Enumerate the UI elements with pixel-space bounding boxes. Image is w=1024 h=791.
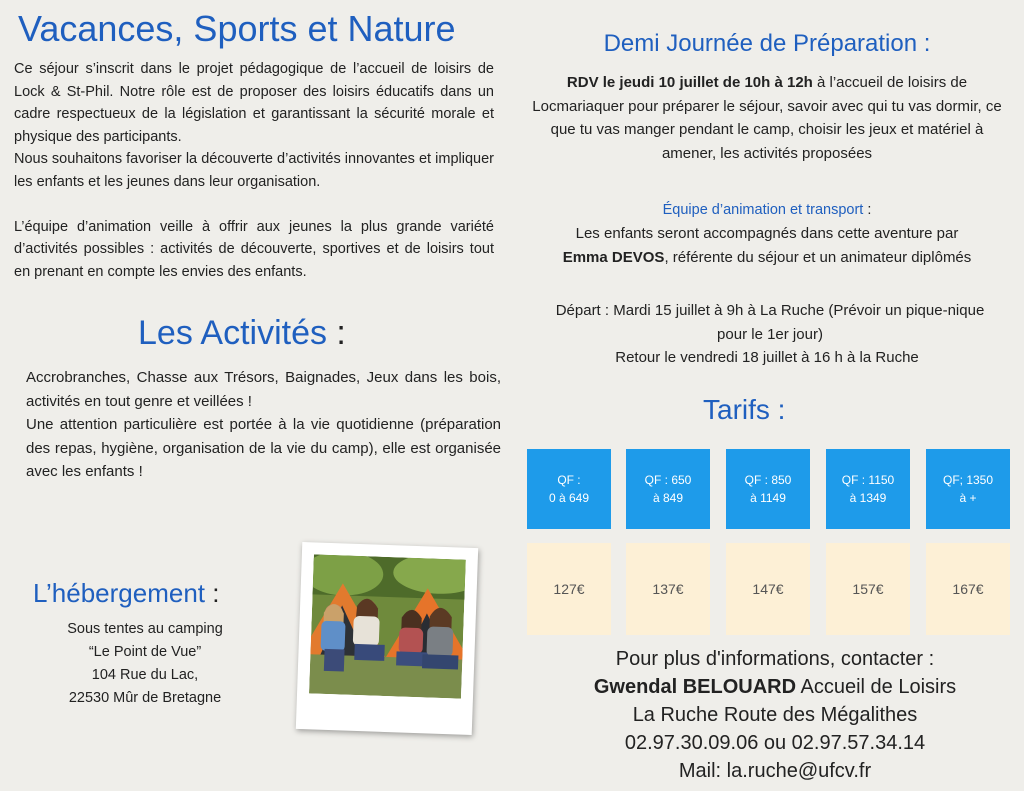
contact-intro: Pour plus d'informations, contacter : bbox=[615, 648, 935, 670]
tarif-price: 127€ bbox=[527, 543, 611, 635]
tarif-qf-box bbox=[527, 449, 611, 529]
tarif-qf-line2: à + bbox=[959, 491, 977, 505]
intro-paragraph-1: Ce séjour s’inscrit dans le projet pédagogique de l’accueil de loisirs de Lock & St-Phil. Notre rôle est de proposer des loisirs éducatifs dans un cadre respectueux de la législation et garantissant la sécurité morale et physique des participants. bbox=[14, 61, 494, 145]
intro-paragraph-3: L’équipe d’animation veille à offrir aux jeunes la plus grande variété d’activités possibles : activités de découverte, sportives et de loisirs tout en prenant en compte les envies des enfants. bbox=[14, 218, 494, 280]
contact-org: Accueil de Loisirs bbox=[796, 676, 957, 698]
preparation-date: RDV le jeudi 10 juillet de 10h à 12h bbox=[566, 74, 813, 91]
lodging-address bbox=[40, 618, 250, 710]
tarif-qf-box bbox=[626, 449, 710, 529]
tarif-qf-line1: QF; 1350 bbox=[942, 473, 994, 487]
lodging-line: 104 Rue du Lac, bbox=[91, 667, 199, 683]
team-leader-name: Emma DEVOS bbox=[562, 248, 665, 266]
contact-mail: Mail: la.ruche@ufcv.fr bbox=[678, 760, 872, 782]
lodging-heading bbox=[33, 578, 219, 609]
tarif-qf-box bbox=[726, 449, 810, 529]
tarif-qf-line2: à 1149 bbox=[750, 491, 786, 505]
activities-paragraph-2: Une attention particulière est portée à la vie quotidienne (préparation des repas, hygiène, organisation de la vie du camp), elle est organisée avec les enfants ! bbox=[26, 416, 501, 480]
contact-phones: 02.97.30.09.06 ou 02.97.57.34.14 bbox=[624, 732, 926, 754]
activities-text bbox=[26, 366, 501, 484]
contact-block bbox=[530, 645, 1020, 785]
tarif-qf-line1: QF : 1150 bbox=[841, 473, 895, 487]
activities-title: Les Activités bbox=[138, 314, 327, 352]
activities-colon: : bbox=[326, 314, 346, 352]
tarif-qf-line1: QF : bbox=[557, 473, 581, 487]
tarif-price: 147€ bbox=[726, 543, 810, 635]
team-line-1: Les enfants seront accompagnés dans cette aventure par bbox=[575, 225, 959, 242]
return-text: Retour le vendredi 18 juillet à 16 h à la Ruche bbox=[615, 349, 919, 366]
tarif-qf-box bbox=[826, 449, 910, 529]
team-heading bbox=[530, 199, 1004, 222]
tarif-qf-line1: QF : 650 bbox=[644, 473, 692, 487]
team-line-2 bbox=[530, 246, 1004, 270]
preparation-text bbox=[530, 71, 1004, 165]
lodging-line: “Le Point de Vue” bbox=[88, 644, 202, 660]
camping-photo bbox=[296, 542, 478, 735]
team-section bbox=[530, 199, 1004, 269]
tarif-qf-box bbox=[926, 449, 1010, 529]
tarif-price: 157€ bbox=[826, 543, 910, 635]
preparation-details: à l’accueil de loisirs de Locmariaquer pour préparer le séjour, savoir avec qui tu vas dormir, ce que tu vas manger pendant le camp, choisir les jeux et matériel à amener, les activités proposées bbox=[532, 74, 1002, 162]
activities-heading bbox=[138, 314, 346, 353]
tarif-qf-line2: 0 à 649 bbox=[548, 491, 590, 505]
page-title: Vacances, Sports et Nature bbox=[18, 8, 456, 49]
tarifs-title: Tarifs : bbox=[703, 394, 786, 425]
tarif-qf-line2: à 849 bbox=[652, 491, 684, 505]
team-colon: : bbox=[863, 202, 872, 218]
photo-image bbox=[309, 554, 466, 698]
lodging-colon: : bbox=[205, 578, 220, 608]
tarif-price: 167€ bbox=[926, 543, 1010, 635]
intro-paragraph-2: Nous souhaitons favoriser la découverte d’activités innovantes et impliquer les enfants et les jeunes dans leur organisation. bbox=[14, 151, 494, 190]
tarif-qf-line2: à 1349 bbox=[849, 491, 887, 505]
contact-address: La Ruche Route des Mégalithes bbox=[632, 704, 918, 726]
lodging-line: 22530 Mûr de Bretagne bbox=[68, 690, 222, 706]
contact-person bbox=[530, 673, 1020, 701]
team-leader-role: , référente du séjour et un animateur diplômés bbox=[664, 248, 972, 266]
lodging-title: L’hébergement bbox=[33, 578, 206, 608]
team-title: Équipe d’animation et transport bbox=[662, 202, 864, 218]
intro-text bbox=[14, 58, 494, 283]
tarif-price: 137€ bbox=[626, 543, 710, 635]
departure-text: Départ : Mardi 15 juillet à 9h à La Ruche (Prévoir un pique-nique pour le 1er jour) bbox=[555, 302, 985, 343]
tarif-qf-line1: QF : 850 bbox=[744, 473, 792, 487]
contact-name: Gwendal BELOUARD bbox=[593, 676, 797, 698]
lodging-line: Sous tentes au camping bbox=[67, 621, 223, 637]
preparation-title: Demi Journée de Préparation : bbox=[603, 30, 931, 57]
activities-paragraph-1: Accrobranches, Chasse aux Trésors, Baignades, Jeux dans les bois, activités en tout genre et veillées ! bbox=[26, 369, 501, 410]
